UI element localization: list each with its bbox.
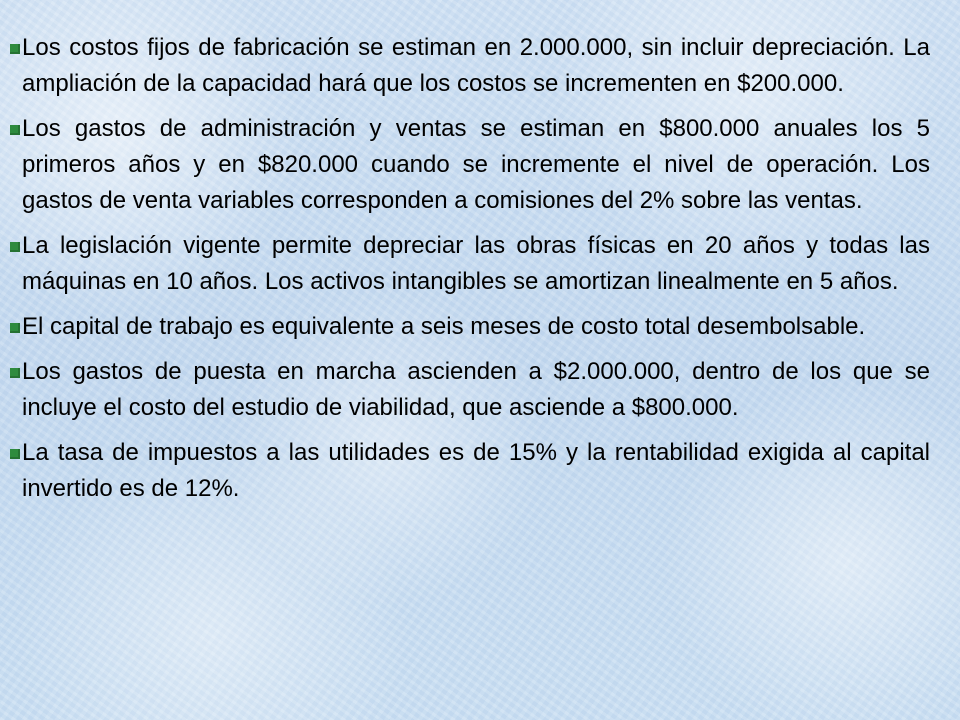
square-bullet-icon [10, 449, 20, 459]
square-bullet-icon [10, 368, 20, 378]
bullet-item-tax-rate [0, 435, 930, 507]
square-bullet-icon [10, 323, 20, 333]
square-bullet-icon [10, 242, 20, 252]
bullet-item-depreciation [0, 228, 930, 300]
bullet-item-admin-sales-expenses [0, 111, 930, 219]
bullet-item-fixed-costs [0, 30, 930, 102]
square-bullet-icon [10, 125, 20, 135]
square-bullet-icon [10, 44, 20, 54]
bullet-text: El capital de trabajo es equivalente a seis meses de costo total desembolsable. [22, 313, 866, 340]
bullet-list [0, 30, 930, 507]
bullet-text: La legislación vigente permite depreciar las obras físicas en 20 años y todas las máquinas en 10 años. Los activos intangibles se amortizan linealmente en 5 años. [22, 232, 930, 295]
bullet-text: Los costos fijos de fabricación se estiman en 2.000.000, sin incluir depreciación. La ampliación de la capacidad hará que los costos se incrementen en $200.000. [22, 34, 930, 97]
bullet-item-startup-costs [0, 354, 930, 426]
bullet-text: La tasa de impuestos a las utilidades es de 15% y la rentabilidad exigida al capital invertido es de 12%. [22, 439, 930, 502]
bullet-item-working-capital [0, 309, 930, 345]
bullet-text: Los gastos de puesta en marcha ascienden a $2.000.000, dentro de los que se incluye el costo del estudio de viabilidad, que asciende a $800.000. [22, 358, 930, 421]
bullet-text: Los gastos de administración y ventas se estiman en $800.000 anuales los 5 primeros años y en $820.000 cuando se incremente el nivel de operación. Los gastos de venta variables corresponden a comisiones del 2% sobre las ventas. [22, 115, 930, 214]
